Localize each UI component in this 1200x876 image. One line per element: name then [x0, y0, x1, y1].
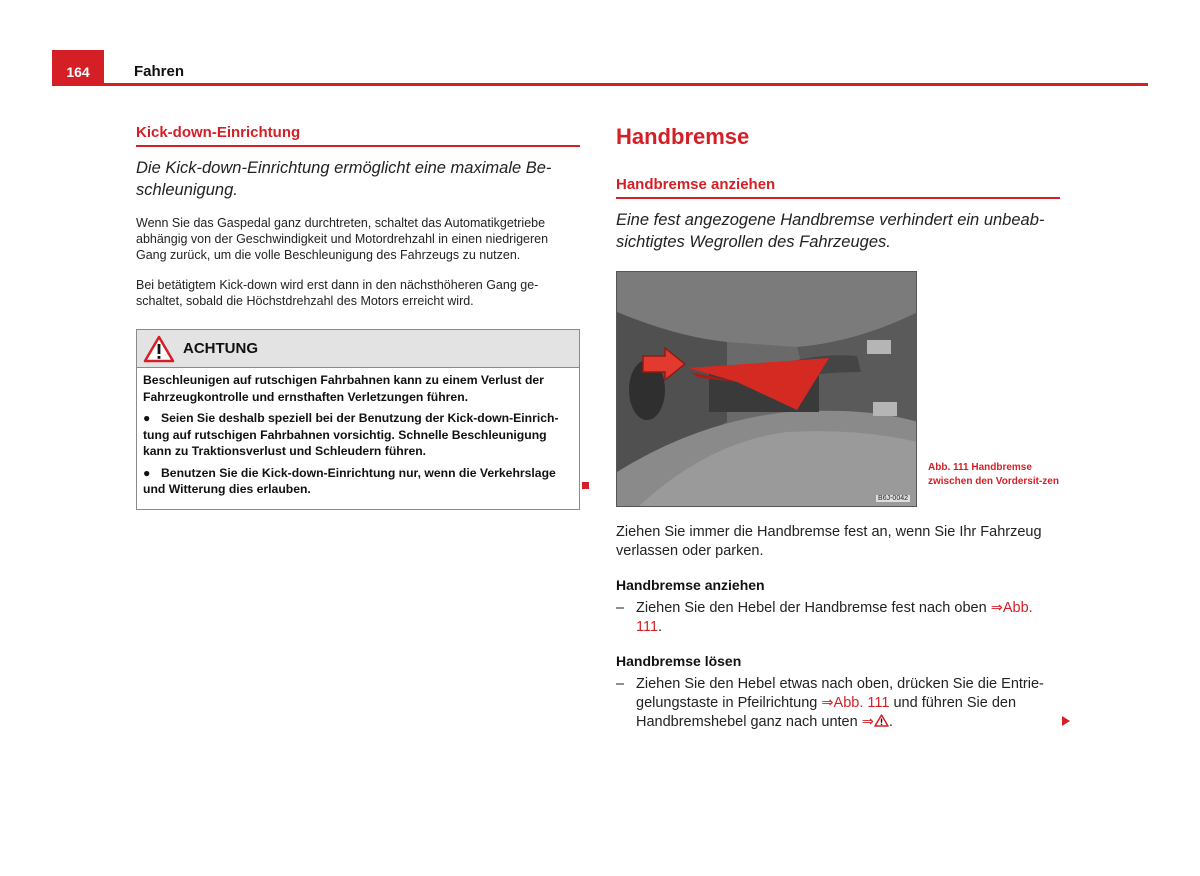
right-column	[616, 124, 1060, 732]
figure-caption: Abb. 111 Handbremse zwischen den Vordersit-zen	[928, 462, 1059, 487]
left-column	[136, 124, 580, 510]
warning-intro: Beschleunigen auf rutschigen Fahrbahnen kann zu einem Verlust der Fahrzeugkontrolle und ernsthaften Verletzungen führen.	[143, 373, 544, 404]
step2-heading: Handbremse lösen	[616, 653, 742, 669]
dash-marker: –	[616, 676, 625, 692]
dash-marker: –	[616, 600, 625, 616]
warning-body	[137, 368, 579, 509]
step2-figure-link[interactable]: ⇒Abb. 111	[821, 695, 890, 711]
warning-triangle-icon	[143, 335, 175, 363]
step2-end: .	[888, 714, 893, 730]
warning-box	[136, 329, 580, 510]
kickdown-paragraph-2: Bei betätigtem Kick-down wird erst dann in den nächsthöheren Gang ge-schaltet, sobald die Höchstdrehzahl des Motors erreicht wird.	[136, 278, 539, 308]
handbrake-lead: Eine fest angezogene Handbremse verhindert ein unbeab-sichtigtes Wegrollen des Fahrzeuges.	[616, 211, 1045, 251]
warning-bullet	[143, 410, 573, 460]
warning-bullet	[143, 465, 573, 498]
page-number: 164	[52, 50, 104, 86]
step1-item	[616, 599, 1060, 637]
figure-wrap	[616, 271, 1060, 507]
kickdown-heading: Kick-down-Einrichtung	[136, 124, 580, 147]
step2-arrow: ⇒	[861, 714, 874, 730]
handbrake-figure	[616, 271, 917, 507]
warning-header	[137, 330, 579, 368]
kickdown-paragraph-1: Wenn Sie das Gaspedal ganz durchtreten, schaltet das Automatikgetriebe abhängig von der Geschwindigkeit und Motordrehzahl in einen niedrigeren Gang zurück, um die volle Beschleunigung des Fahrzeugs zu nutzen.	[136, 216, 549, 262]
step1-figure-link[interactable]: ⇒Abb. 111	[636, 600, 1033, 635]
step1-text: Ziehen Sie den Hebel der Handbremse fest nach oben	[636, 600, 987, 616]
bullet-icon: ●	[143, 411, 151, 425]
step2-warning-link[interactable]	[862, 714, 889, 730]
step1-heading: Handbremse anziehen	[616, 577, 765, 593]
warning-bullet-text: Seien Sie deshalb speziell bei der Benutzung der Kick-down-Einrich-tung auf rutschigen Fahrbahnen vorsichtig. Schnelle Beschleunigung kann zu Traktionsverlust und Schleudern führen.	[143, 411, 559, 458]
handbrake-heading: Handbremse	[616, 124, 750, 149]
step2-item	[616, 675, 1060, 732]
step2-text-b: und führen Sie den Handbremshebel ganz nach unten	[636, 695, 1017, 730]
warning-triangle-icon	[874, 714, 889, 727]
warning-bullet-text: Benutzen Sie die Kick-down-Einrichtung nur, wenn die Verkehrslage und Witterung dies erlauben.	[143, 465, 556, 496]
page-section-title: Fahren	[134, 63, 185, 80]
bullet-icon: ●	[143, 465, 151, 480]
continue-arrow-icon	[1062, 716, 1070, 726]
handbrake-subheading: Handbremse anziehen	[616, 176, 1060, 199]
figure-code: B6J-0042	[878, 495, 908, 502]
step2-text-a: Ziehen Sie den Hebel etwas nach oben, drücken Sie die Entrie-gelungstaste in Pfeilrichtung	[636, 676, 1044, 711]
section-end-marker-icon	[582, 482, 589, 489]
page-header	[52, 50, 1148, 86]
kickdown-lead: Die Kick-down-Einrichtung ermöglicht eine maximale Be-schleunigung.	[136, 159, 552, 199]
step1-end: .	[658, 619, 663, 635]
handbrake-intro: Ziehen Sie immer die Handbremse fest an, wenn Sie Ihr Fahrzeug verlassen oder parken.	[616, 524, 1042, 559]
warning-title: ACHTUNG	[183, 340, 258, 357]
